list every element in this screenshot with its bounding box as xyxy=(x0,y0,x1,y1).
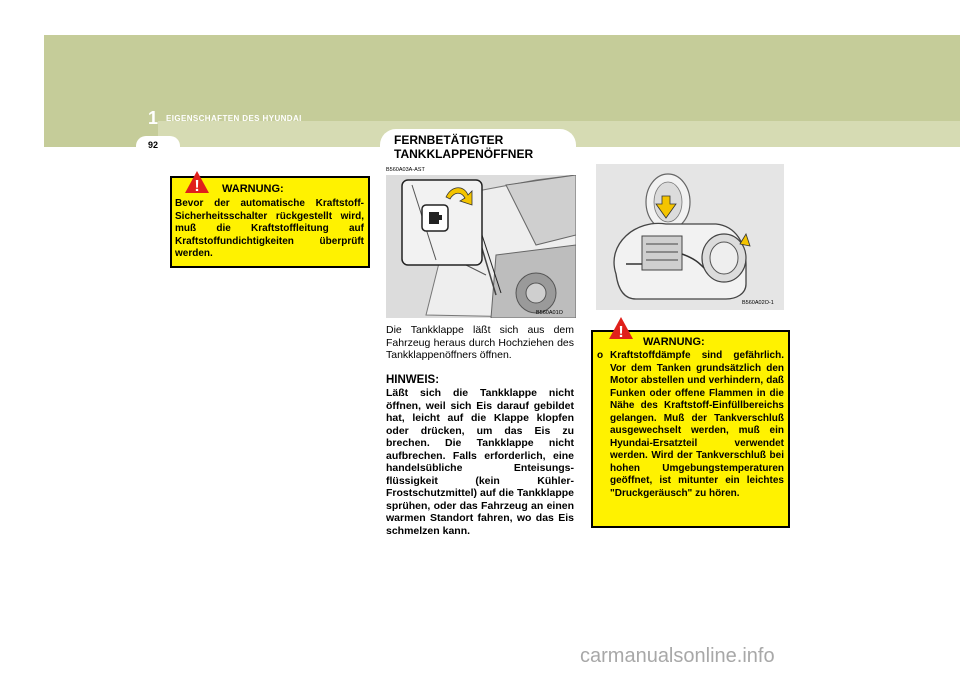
warning-left-body: Bevor der automatische Kraftstoff-Sicherheitsschalter rückgestellt wird, muß die Kraftstoffleitung auf Kraftstoffundichtigkeiten überprüft werden. xyxy=(175,198,364,259)
section-title-line2: TANKKLAPPENÖFFNER xyxy=(394,147,534,161)
svg-text:!: ! xyxy=(194,178,200,194)
fuel-cap-image xyxy=(596,164,784,310)
car-door-illustration xyxy=(386,175,576,318)
warning-icon xyxy=(608,316,634,340)
fuel-door-release-image xyxy=(386,175,576,318)
release-paragraph: Die Tankklappe läßt sich aus dem Fahrzeug heraus durch Hochziehen des Tankklappenöffners öffnen. xyxy=(386,324,574,361)
section-title-line1: FERNBETÄTIGTER xyxy=(394,133,504,147)
page-number: 92 xyxy=(148,140,159,150)
watermark: carmanualsonline.info xyxy=(580,645,775,667)
warning-icon xyxy=(184,170,210,194)
section-code: B560A03A-AST xyxy=(386,167,425,173)
svg-text:!: ! xyxy=(618,324,624,340)
image-door-code: B560A01O xyxy=(536,310,563,316)
chapter-number: 1 xyxy=(148,108,159,128)
warning-right-body: Kraftstoffdämpfe sind gefährlich. Vor dem Tanken grundsätzlich den Motor abstellen und verhindern, daß Funken oder offene Flammen in die Nähe des Kraftstoff-Einfüllbereichs gelangen. Muß der Tankverschluß ausgewechselt werden, muß ein Hyundai-Ersatzteil verwendet werden. Wird der Tankverschluß bei hohen Umgebungstemperaturen geöffnet, ist mitunter ein leichtes "Druckgeräusch" zu hören. xyxy=(610,350,784,499)
hint-body: Läßt sich die Tankklappe nicht öffnen, weil sich Eis darauf gebildet hat, leicht auf die Klappe klopfen oder drücken, um das Eis zu brechen. Die Tankklappe nicht aufbrechen. Falls erforderlich, eine handelsübliche Enteisungs-flüssigkeit (kein Kühler-Frostschutzmittel) auf die Tankklappe sprühen, oder das Fahrzeug an einen warmen Standort fahren, wo das Eis schmelzen kann. xyxy=(386,387,574,537)
warning-right-bullet: o xyxy=(597,350,604,361)
hint-title: HINWEIS: xyxy=(386,374,440,386)
warning-left-title: WARNUNG: xyxy=(222,183,284,195)
section-title xyxy=(394,133,533,161)
fuel-cap-illustration xyxy=(596,164,784,310)
chapter-title: EIGENSCHAFTEN DES HYUNDAI xyxy=(166,114,302,123)
image-cap-code: B560A02O-1 xyxy=(742,300,774,306)
warning-right-title: WARNUNG: xyxy=(643,336,705,348)
